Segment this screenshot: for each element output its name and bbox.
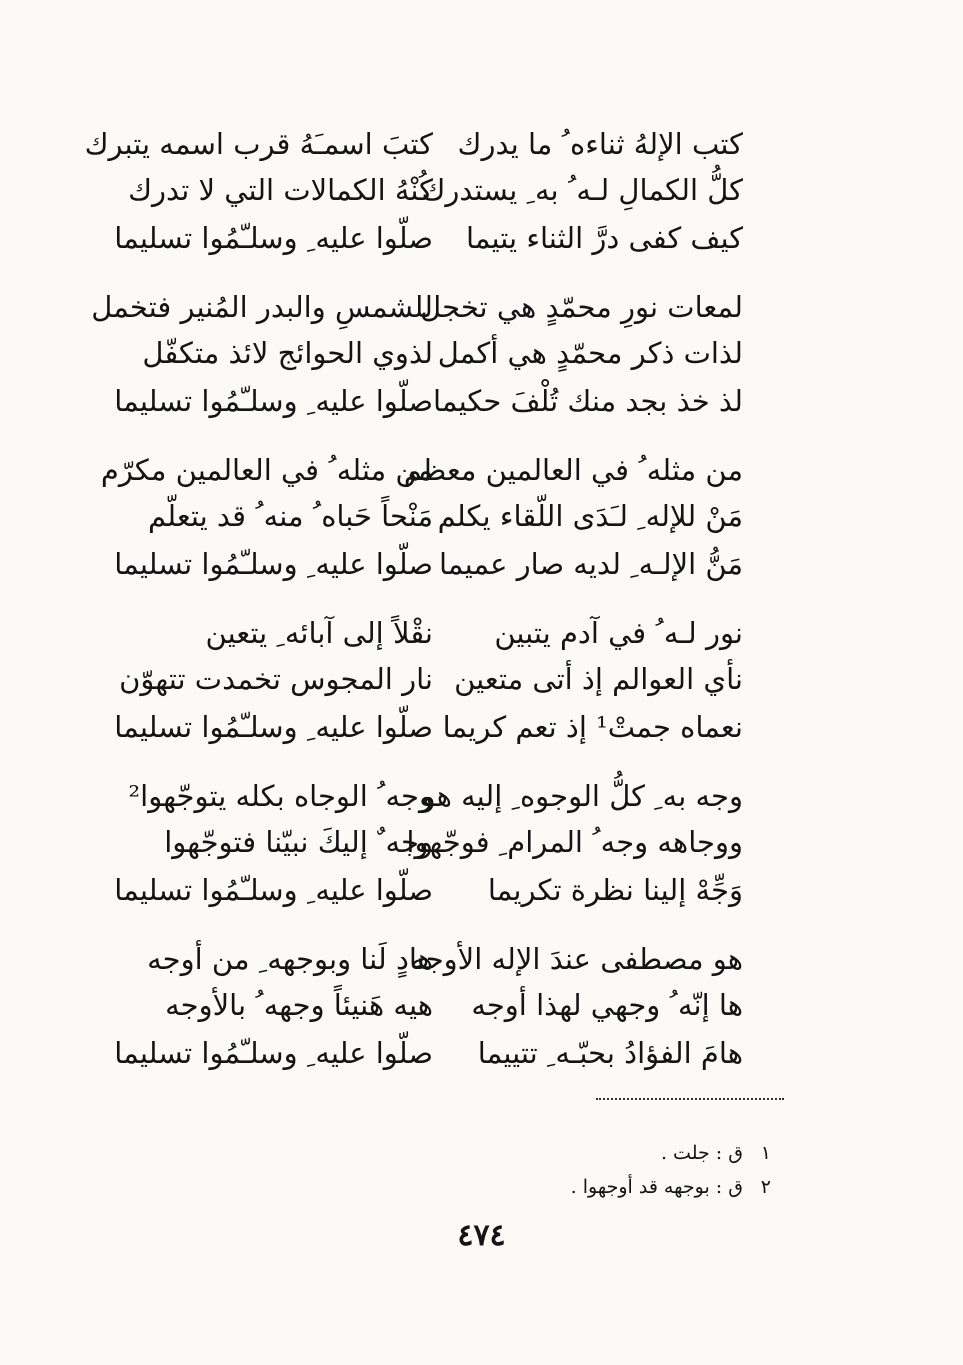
verse-left-hemistich: كتبَ اسمـَهُ قرب اسمه يتبرك	[84, 127, 433, 161]
stanza	[0, 118, 963, 281]
footnote	[451, 1136, 771, 1170]
verse-right-hemistich: مَنُّ الإلـه ِ لديه صار عميما	[438, 547, 743, 581]
verse-right-hemistich: لذات ذكر محمّدٍ هي أكمل	[437, 336, 743, 370]
verse-left-hemistich: وجه ٌ إليكَ نبيّنا فتوجّهوا	[164, 825, 433, 859]
verse-right-hemistich: نأي العوالم إذ أتى متعين	[454, 662, 743, 696]
verse-left-hemistich: من مثله ُ في العالمين مكرّم	[100, 453, 433, 487]
verse-right-hemistich: مَنْ للإله ِ لـَدَى اللّقاء يكلم	[437, 499, 743, 533]
verse-left-hemistich: مَنْحاً حَباه ُ منه ُ قد يتعلّم	[147, 499, 433, 533]
verse-right-hemistich: ووجاهه وجه ُ المرام ِ فوجّهوا	[406, 825, 743, 859]
verse-left-hemistich: نار المجوس تخمدت تتهوّن	[119, 662, 433, 696]
stanza	[0, 607, 963, 770]
verse-right-hemistich: لذ خذ بجد منك تُلْفَ حكيما	[432, 384, 743, 418]
poem-body	[0, 118, 963, 1096]
refrain-hemistich: صلّوا عليه ِ وسلـّمُوا تسليما	[114, 547, 433, 581]
stanza	[0, 770, 963, 933]
verse-right-hemistich: هو مصطفى عندَ الإله الأوجه	[410, 942, 743, 976]
verse-right-hemistich: نور لـه ُ في آدم يتبين	[494, 616, 743, 650]
verse-right-hemistich: وجه به ِ كلُّ الوجوه ِ إليه هو	[421, 779, 743, 813]
footnote	[451, 1170, 771, 1204]
footnote-separator	[596, 1098, 784, 1100]
verse-right-hemistich: كلُّ الكمالِ لـه ُ به ِ يستدرك	[421, 173, 743, 207]
footnote-number: ٢	[760, 1176, 771, 1198]
footnote-text: ق : بوجهه قد أوجهوا .	[570, 1176, 743, 1198]
footnote-number: ١	[760, 1142, 771, 1164]
refrain-hemistich: صلّوا عليه ِ وسلـّمُوا تسليما	[114, 1036, 433, 1070]
footnote-text: ق : جلت .	[660, 1142, 743, 1164]
verse-left-hemistich: هيه هَنيئاً وجهه ُ بالأوجه	[165, 988, 433, 1022]
verse-right-hemistich: وَجِّهْ إلينا نظرة تكريما	[487, 873, 743, 907]
stanza	[0, 933, 963, 1096]
refrain-hemistich: صلّوا عليه ِ وسلـّمُوا تسليما	[114, 221, 433, 255]
refrain-hemistich: صلّوا عليه ِ وسلـّمُوا تسليما	[114, 710, 433, 744]
verse-right-hemistich: هامَ الفؤادُ بحبّـه ِ تتييما	[477, 1036, 743, 1070]
stanza	[0, 281, 963, 444]
verse-left-hemistich: هادٍ لَنا وبوجهه ِ من أوجه	[147, 942, 433, 976]
refrain-hemistich: صلّوا عليه ِ وسلـّمُوا تسليما	[114, 384, 433, 418]
verse-left-hemistich: وجه ُ الوجاه بكله يتوجّهوا²	[128, 779, 433, 813]
verse-right-hemistich: كيف كفى درَّ الثناء يتيما	[465, 221, 743, 255]
verse-left-hemistich: للشمسِ والبدر المُنير فتخمل	[91, 290, 433, 324]
verse-left-hemistich: كُنْهُ الكمالات التي لا تدرك	[128, 173, 433, 207]
footnotes	[451, 1136, 771, 1204]
verse-right-hemistich: نعماه جمتْ¹ إذ تعم كريما	[442, 710, 743, 744]
refrain-hemistich: صلّوا عليه ِ وسلـّمُوا تسليما	[114, 873, 433, 907]
verse-right-hemistich: من مثله ُ في العالمين معظم	[403, 453, 743, 487]
page-number: ٤٧٤	[457, 1218, 506, 1253]
verse-left-hemistich: نقْلاً إلى آبائه ِ يتعين	[205, 616, 433, 650]
verse-left-hemistich: لذوي الحوائج لائذ متكفّل	[142, 336, 433, 370]
verse-right-hemistich: كتب الإلهُ ثناءه ُ ما يدرك	[457, 127, 743, 161]
stanza	[0, 444, 963, 607]
verse-right-hemistich: لمعات نورِ محمّدٍ هي تخجل	[420, 290, 743, 324]
verse-right-hemistich: ها إنّه ُ وجهي لهذا أوجه	[471, 988, 743, 1022]
